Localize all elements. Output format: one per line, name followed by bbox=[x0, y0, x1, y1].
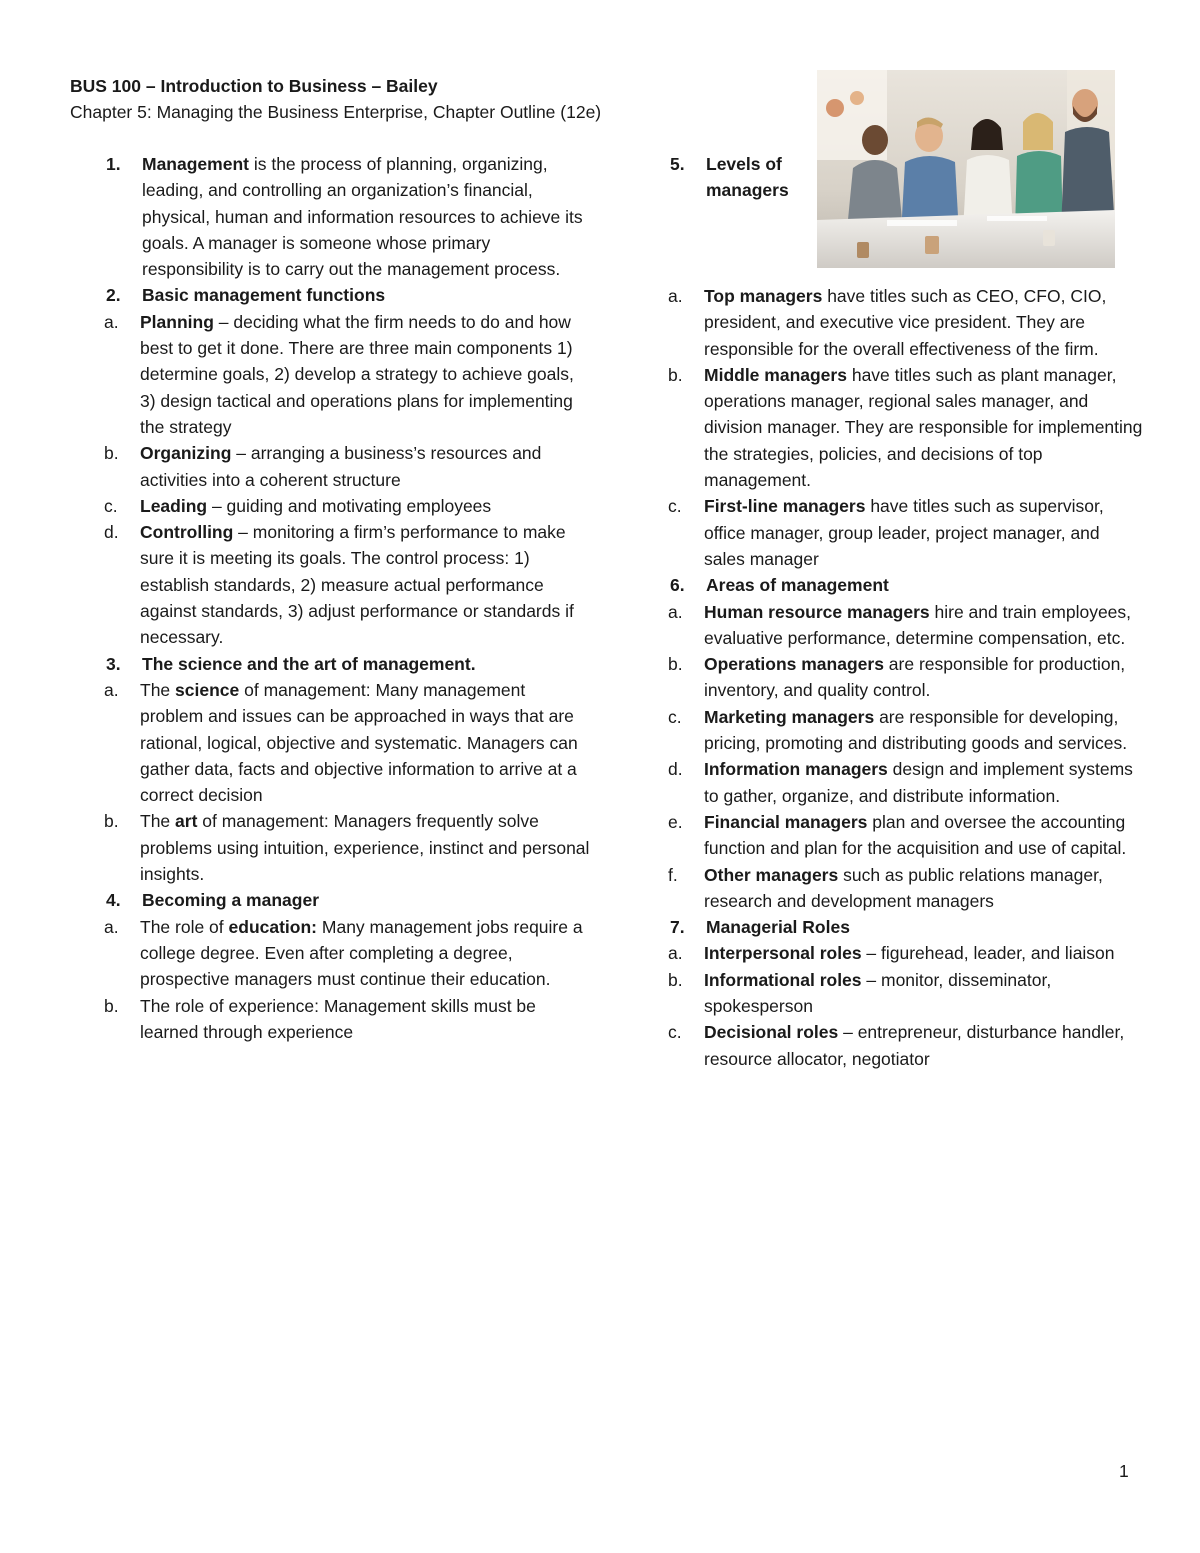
section-science-art bbox=[70, 651, 590, 677]
item-prefix: The bbox=[140, 679, 176, 700]
definition-text: is the process of planning, organizing, leading, and controlling an organization’s financial, physical, human and information resources to achieve its goals. A manager is someone whose primary responsibility is to carry out the management process. bbox=[142, 154, 583, 280]
chapter-title: Chapter 5: Managing the Business Enterprise, Chapter Outline (12e) bbox=[70, 102, 602, 122]
term: Middle managers bbox=[704, 364, 847, 385]
item-prefix: The role of bbox=[140, 916, 229, 937]
list-item bbox=[70, 914, 590, 993]
item-letter: c. bbox=[104, 495, 118, 516]
list-item bbox=[70, 440, 590, 493]
section-becoming-manager bbox=[70, 887, 590, 913]
term: Controlling bbox=[140, 522, 234, 543]
list-item bbox=[634, 809, 1144, 862]
section-number: 6. bbox=[670, 575, 685, 596]
item-letter: b. bbox=[668, 969, 683, 990]
item-text: – guiding and motivating employees bbox=[207, 495, 492, 516]
list-item bbox=[70, 519, 590, 650]
item-text: – deciding what the firm needs to do and how best to get it done. There are three main components 1) determine goals, 2) develop a strategy to achieve goals, 3) design tactical and operations plans for implementing the strategy bbox=[140, 311, 574, 437]
section-areas-of-management bbox=[634, 572, 1144, 598]
term: Financial managers bbox=[704, 811, 868, 832]
item-text: have titles such as CEO, CFO, CIO, president, and executive vice president. They are responsible for the overall effectiveness of the firm. bbox=[704, 286, 1107, 359]
list-item bbox=[70, 808, 590, 887]
item-letter: b. bbox=[668, 654, 683, 675]
list-item bbox=[634, 756, 1144, 809]
item-letter: a. bbox=[104, 679, 119, 700]
term: Other managers bbox=[704, 864, 839, 885]
section-title: Basic management functions bbox=[142, 285, 386, 306]
section-number: 2. bbox=[106, 285, 121, 306]
section-title: The science and the art of management. bbox=[142, 653, 476, 674]
section-number: 5. bbox=[670, 154, 685, 174]
item-text: have titles such as plant manager, operations manager, regional sales manager, and division manager. They are responsible for implementing the strategies, policies, and decisions of top management. bbox=[704, 364, 1143, 491]
item-text: – arranging a business’s resources and activities into a coherent structure bbox=[140, 443, 542, 490]
page-number: 1 bbox=[1119, 1461, 1129, 1481]
term: Informational roles bbox=[704, 969, 862, 990]
list-item bbox=[634, 967, 1144, 1020]
section-title: Becoming a manager bbox=[142, 890, 319, 911]
item-letter: c. bbox=[668, 496, 682, 517]
item-text: hire and train employees, evaluative performance, determine compensation, etc. bbox=[704, 601, 1132, 648]
section-number: 4. bbox=[106, 890, 121, 911]
item-letter: a. bbox=[104, 311, 119, 332]
section-management-definition bbox=[70, 151, 590, 282]
item-text: of management: Managers frequently solve problems using intuition, experience, instinct and personal insights. bbox=[140, 811, 590, 885]
left-column bbox=[70, 151, 590, 1045]
term: science bbox=[175, 679, 240, 700]
term: Decisional roles bbox=[704, 1022, 839, 1043]
item-text: have titles such as supervisor, office manager, group leader, project manager, and sales manager bbox=[704, 496, 1104, 569]
term: Organizing bbox=[140, 443, 232, 464]
item-text: are responsible for production, inventory, and quality control. bbox=[704, 654, 1126, 701]
term: Marketing managers bbox=[704, 706, 875, 727]
list-item bbox=[634, 704, 1144, 757]
section-title: Areas of management bbox=[706, 575, 889, 596]
term: education: bbox=[228, 916, 318, 937]
list-item bbox=[634, 283, 1144, 362]
item-letter: c. bbox=[668, 1022, 682, 1043]
item-prefix: The bbox=[140, 811, 176, 832]
section-number: 7. bbox=[670, 917, 685, 938]
item-letter: a. bbox=[668, 943, 683, 964]
term: Planning bbox=[140, 311, 214, 332]
course-title: BUS 100 – Introduction to Business – Bailey bbox=[70, 76, 438, 96]
item-letter: b. bbox=[104, 995, 119, 1016]
team-meeting-photo bbox=[817, 70, 1115, 268]
list-item bbox=[634, 940, 1144, 966]
term: First-line managers bbox=[704, 496, 866, 517]
list-item bbox=[634, 362, 1144, 493]
item-text: – monitoring a firm’s performance to make sure it is meeting its goals. The control process: 1) establish standards, 2) measure actual performance against standards, 3) adjust performance or standards if necessary. bbox=[140, 522, 574, 648]
term: art bbox=[175, 811, 198, 832]
term: Management bbox=[142, 154, 249, 174]
item-text: – monitor, disseminator, spokesperson bbox=[704, 969, 1052, 1017]
item-letter: b. bbox=[104, 811, 119, 832]
section-basic-functions bbox=[70, 282, 590, 308]
item-letter: a. bbox=[104, 916, 119, 937]
section-title: Levels of managers bbox=[706, 154, 789, 201]
item-letter: d. bbox=[668, 759, 683, 780]
term: Information managers bbox=[704, 759, 888, 780]
item-letter: e. bbox=[668, 811, 683, 832]
item-text: plan and oversee the accounting function and plan for the acquisition and use of capital. bbox=[704, 811, 1127, 859]
item-letter: a. bbox=[668, 286, 683, 306]
item-letter: a. bbox=[668, 601, 683, 622]
section-number: 3. bbox=[106, 653, 121, 674]
list-item bbox=[634, 599, 1144, 652]
term: Human resource managers bbox=[704, 601, 930, 622]
item-text: – figurehead, leader, and liaison bbox=[861, 943, 1115, 964]
list-item bbox=[634, 493, 1144, 572]
list-item bbox=[70, 493, 590, 519]
list-item bbox=[70, 993, 590, 1046]
list-item bbox=[634, 862, 1144, 915]
item-text: such as public relations manager, research and development managers bbox=[704, 864, 1103, 911]
item-letter: c. bbox=[668, 706, 682, 727]
section-title: Managerial Roles bbox=[706, 917, 850, 938]
item-text: are responsible for developing, pricing, promoting and distributing goods and services. bbox=[704, 706, 1128, 754]
term: Interpersonal roles bbox=[704, 943, 862, 964]
item-letter: b. bbox=[104, 443, 119, 464]
list-item bbox=[70, 309, 590, 440]
term: Leading bbox=[140, 495, 208, 516]
item-text: – entrepreneur, disturbance handler, resource allocator, negotiator bbox=[704, 1022, 1125, 1069]
item-text: of management: Many management problem and issues can be approached in ways that are rational, logical, objective and systematic. Managers can gather data, facts and objective information to arrive at a correct decision bbox=[140, 679, 578, 806]
item-letter: d. bbox=[104, 522, 119, 543]
list-item bbox=[634, 651, 1144, 704]
section-managerial-roles bbox=[634, 914, 1144, 940]
item-letter: f. bbox=[668, 864, 678, 885]
item-text: design and implement systems to gather, organize, and distribute information. bbox=[704, 759, 1133, 806]
term: Top managers bbox=[704, 286, 823, 306]
item-letter: b. bbox=[668, 364, 683, 385]
list-item bbox=[634, 1019, 1144, 1072]
item-prefix: The role of experience: Management skills must be learned through experience bbox=[140, 995, 536, 1042]
term: Operations managers bbox=[704, 654, 884, 675]
item-text: Many management jobs require a college degree. Even after completing a degree, prospective managers must continue their education. bbox=[140, 916, 583, 990]
list-item bbox=[70, 677, 590, 808]
right-column bbox=[634, 151, 1144, 1072]
section-number: 1. bbox=[106, 154, 121, 174]
